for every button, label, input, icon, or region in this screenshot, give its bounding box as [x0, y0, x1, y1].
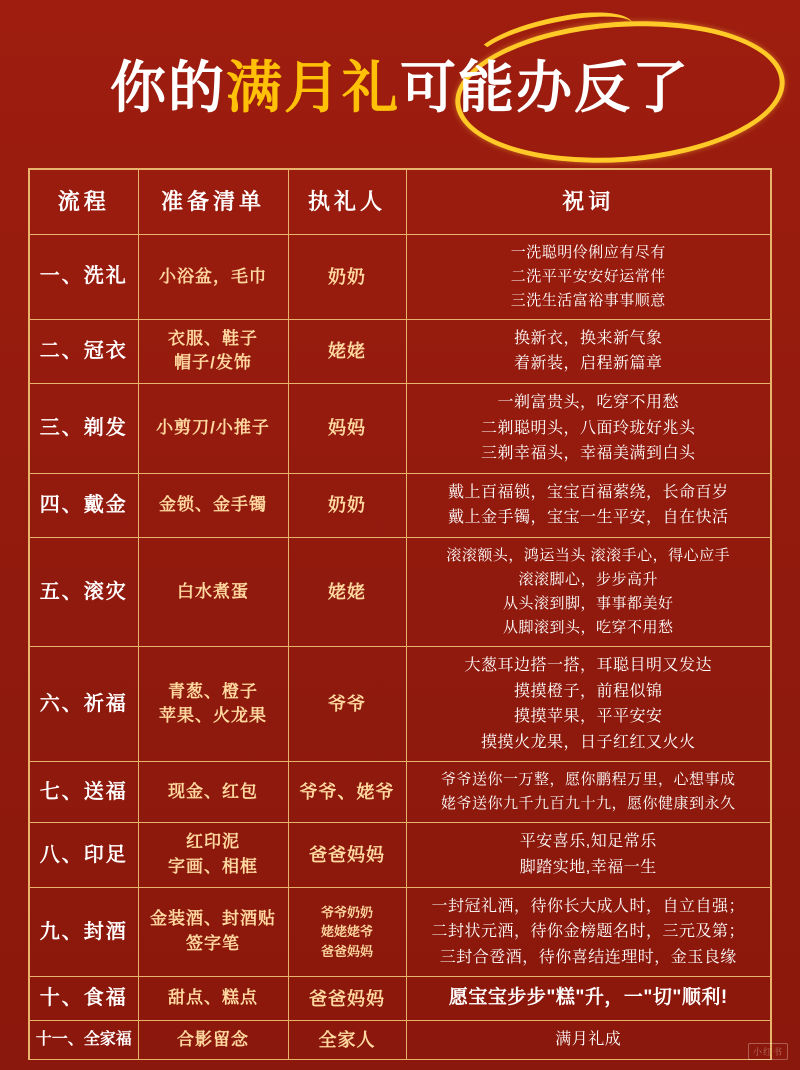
table-row — [30, 473, 770, 537]
cell-flow: 一、洗礼 — [30, 234, 138, 319]
cell-person: 爷爷奶奶 姥姥姥爷 爸爸妈妈 — [288, 887, 406, 977]
cell-flow: 五、滚灾 — [30, 538, 138, 647]
cell-person: 姥姥 — [288, 538, 406, 647]
table-row — [30, 647, 770, 762]
table-body — [30, 234, 770, 1059]
cell-flow: 六、祈福 — [30, 647, 138, 762]
ritual-table — [28, 168, 772, 1060]
table-row — [30, 1020, 770, 1059]
table-header-row — [30, 170, 770, 234]
cell-flow: 三、剃发 — [30, 384, 138, 474]
cell-words: 爷爷送你一万整，愿你鹏程万里，心想事成 姥爷送你九千九百九十九，愿你健康到永久 — [406, 762, 770, 823]
cell-flow: 四、戴金 — [30, 473, 138, 537]
cell-person: 奶奶 — [288, 234, 406, 319]
cell-prep: 金装酒、封酒贴 签字笔 — [138, 887, 288, 977]
header-flow: 流程 — [30, 170, 138, 234]
cell-words: 愿宝宝步步"糕"升，一"切"顺利! — [406, 977, 770, 1020]
table-head — [30, 170, 770, 234]
title-area — [0, 0, 800, 168]
cell-person: 爷爷 — [288, 647, 406, 762]
cell-words: 满月礼成 — [406, 1020, 770, 1059]
cell-flow: 十、食福 — [30, 977, 138, 1020]
header-prep: 准备清单 — [138, 170, 288, 234]
table-row — [30, 977, 770, 1020]
cell-flow: 二、冠衣 — [30, 319, 138, 383]
cell-words: 滚滚额头，鸿运当头 滚滚手心，得心应手 滚滚脚心，步步高升 从头滚到脚，事事都美好 从脚滚到头，吃穿不用愁 — [406, 538, 770, 647]
table-row — [30, 823, 770, 887]
cell-person: 爸爸妈妈 — [288, 977, 406, 1020]
table-row — [30, 762, 770, 823]
cell-person: 全家人 — [288, 1020, 406, 1059]
table-row — [30, 234, 770, 319]
cell-flow: 九、封酒 — [30, 887, 138, 977]
header-words: 祝词 — [406, 170, 770, 234]
cell-prep: 衣服、鞋子 帽子/发饰 — [138, 319, 288, 383]
cell-prep: 红印泥 字画、相框 — [138, 823, 288, 887]
cell-prep: 白水煮蛋 — [138, 538, 288, 647]
cell-words: 戴上百福锁，宝宝百福萦绕，长命百岁 戴上金手镯，宝宝一生平安，自在快活 — [406, 473, 770, 537]
cell-prep: 小浴盆，毛巾 — [138, 234, 288, 319]
title-after: 可能办反了 — [400, 56, 690, 119]
cell-words: 平安喜乐,知足常乐 脚踏实地,幸福一生 — [406, 823, 770, 887]
table-row — [30, 538, 770, 647]
table-row — [30, 384, 770, 474]
cell-words: 大葱耳边搭一搭，耳聪目明又发达 摸摸橙子，前程似锦 摸摸苹果，平平安安 摸摸火龙果，日子红红又火火 — [406, 647, 770, 762]
cell-person: 爷爷、姥爷 — [288, 762, 406, 823]
table-row — [30, 319, 770, 383]
cell-prep: 小剪刀/小推子 — [138, 384, 288, 474]
cell-person: 奶奶 — [288, 473, 406, 537]
watermark: 小红书 — [748, 1043, 788, 1060]
cell-prep: 合影留念 — [138, 1020, 288, 1059]
cell-words: 一剃富贵头，吃穿不用愁 二剃聪明头，八面玲珑好兆头 三剃幸福头，幸福美满到白头 — [406, 384, 770, 474]
header-person: 执礼人 — [288, 170, 406, 234]
cell-flow: 七、送福 — [30, 762, 138, 823]
cell-prep: 金锁、金手镯 — [138, 473, 288, 537]
cell-prep: 青葱、橙子 苹果、火龙果 — [138, 647, 288, 762]
cell-person: 姥姥 — [288, 319, 406, 383]
title-highlight: 满月礼 — [226, 56, 400, 119]
title-before: 你的 — [110, 56, 226, 119]
cell-words: 一封冠礼酒，待你长大成人时，自立自强； 二封状元酒，待你金榜题名时，三元及第； 三封合卺酒，待你喜结连理时，金玉良缘 — [406, 887, 770, 977]
cell-person: 爸爸妈妈 — [288, 823, 406, 887]
page-title — [110, 44, 690, 124]
ritual-table-element — [30, 170, 770, 1060]
cell-words: 换新衣，换来新气象 着新装，启程新篇章 — [406, 319, 770, 383]
cell-prep: 现金、红包 — [138, 762, 288, 823]
cell-person: 妈妈 — [288, 384, 406, 474]
cell-words: 一洗聪明伶俐应有尽有 二洗平平安安好运常伴 三洗生活富裕事事顺意 — [406, 234, 770, 319]
cell-flow: 八、印足 — [30, 823, 138, 887]
cell-flow: 十一、全家福 — [30, 1020, 138, 1059]
cell-prep: 甜点、糕点 — [138, 977, 288, 1020]
table-row — [30, 887, 770, 977]
